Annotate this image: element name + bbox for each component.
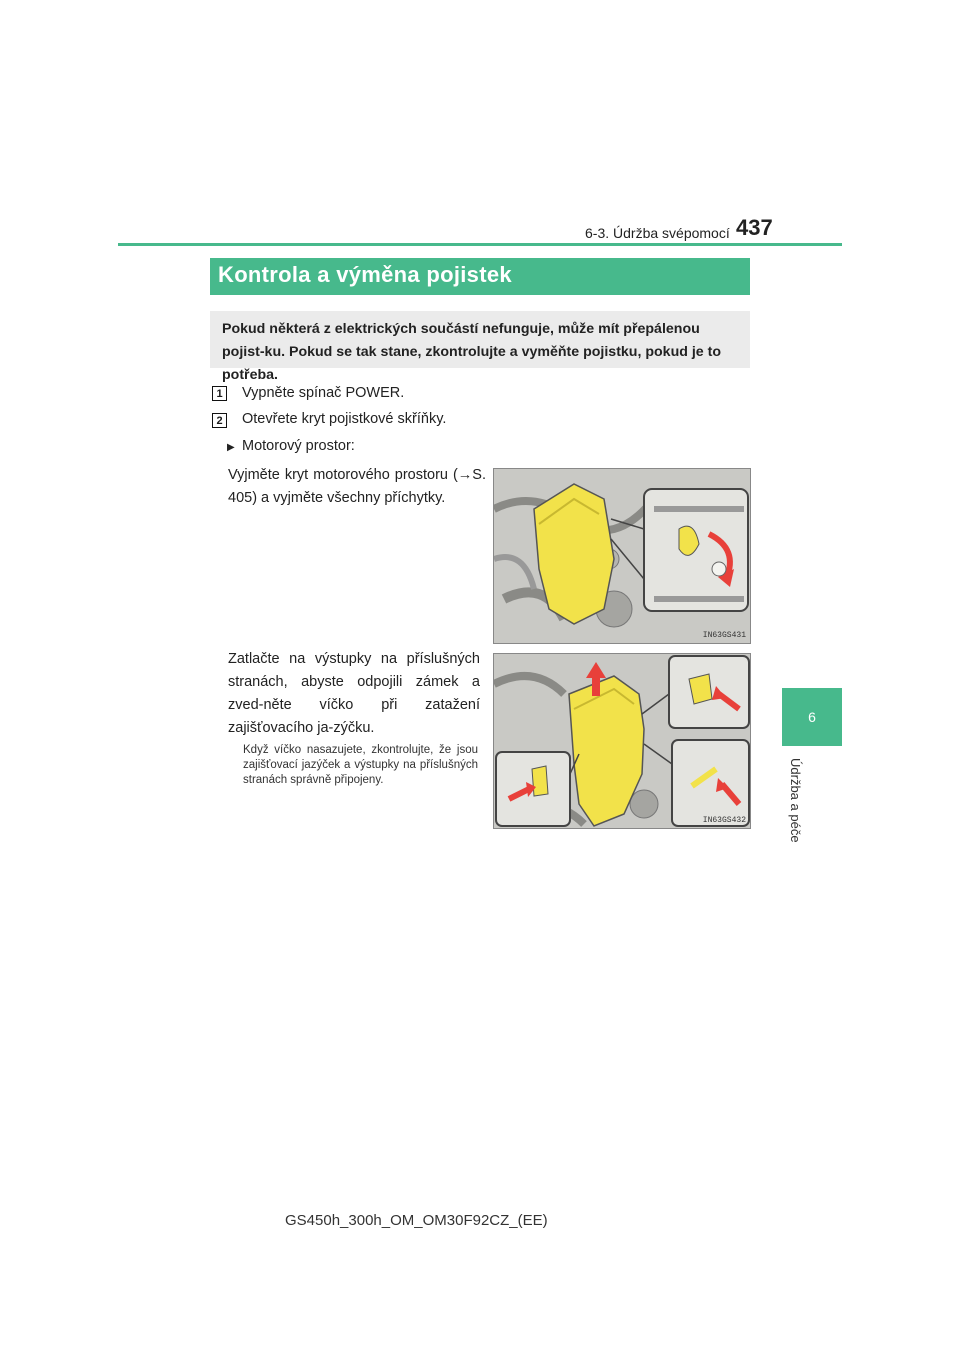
figure-engine-compartment-cover [493, 468, 751, 644]
figure-code-2: IN63GS432 [702, 816, 746, 825]
chapter-tab [782, 688, 842, 746]
chapter-number: 6 [808, 709, 816, 725]
section-title: Kontrola a výměna pojistek [218, 262, 512, 287]
page-number: 437 [736, 215, 773, 240]
step-number-1: 1 [212, 386, 227, 401]
figure-fuse-box-lid [493, 653, 751, 829]
instruction-paragraph-1: Vyjměte kryt motorového prostoru (→S. 405) a vyjměte všechny příchytky. [228, 467, 486, 506]
bullet-text: Motorový prostor: [242, 438, 355, 454]
step-text-1: Vypněte spínač POWER. [242, 385, 405, 401]
step-text-2: Otevřete kryt pojistkové skříňky. [242, 411, 447, 427]
chapter-label: Údržba a péče [788, 758, 803, 843]
step-number-2: 2 [212, 413, 227, 428]
header-rule [118, 243, 842, 246]
document-footer: GS450h_300h_OM_OM30F92CZ_(EE) [285, 1212, 548, 1229]
intro-text: Pokud některá z elektrických součástí nefunguje, může mít přepálenou pojist-ku. Pokud se tak stane, zkontrolujte a vyměňte pojistku, pokud je to potřeba. [222, 321, 722, 383]
triangle-right-icon: ▶ [227, 442, 235, 453]
header-section-title: 6-3. Údržba svépomocí [585, 225, 730, 241]
note-text: Když víčko nasazujete, zkontrolujte, že jsou zajišťovací jazýček a výstupky na příslušných stranách správně připojeny. [243, 744, 478, 786]
figure-code-1: IN63GS431 [702, 631, 746, 640]
instruction-paragraph-2: Zatlačte na výstupky na příslušných stranách, abyste odpojili zámek a zved-něte víčko při zatažení zajišťovacího ja-zýčku. [228, 651, 480, 736]
